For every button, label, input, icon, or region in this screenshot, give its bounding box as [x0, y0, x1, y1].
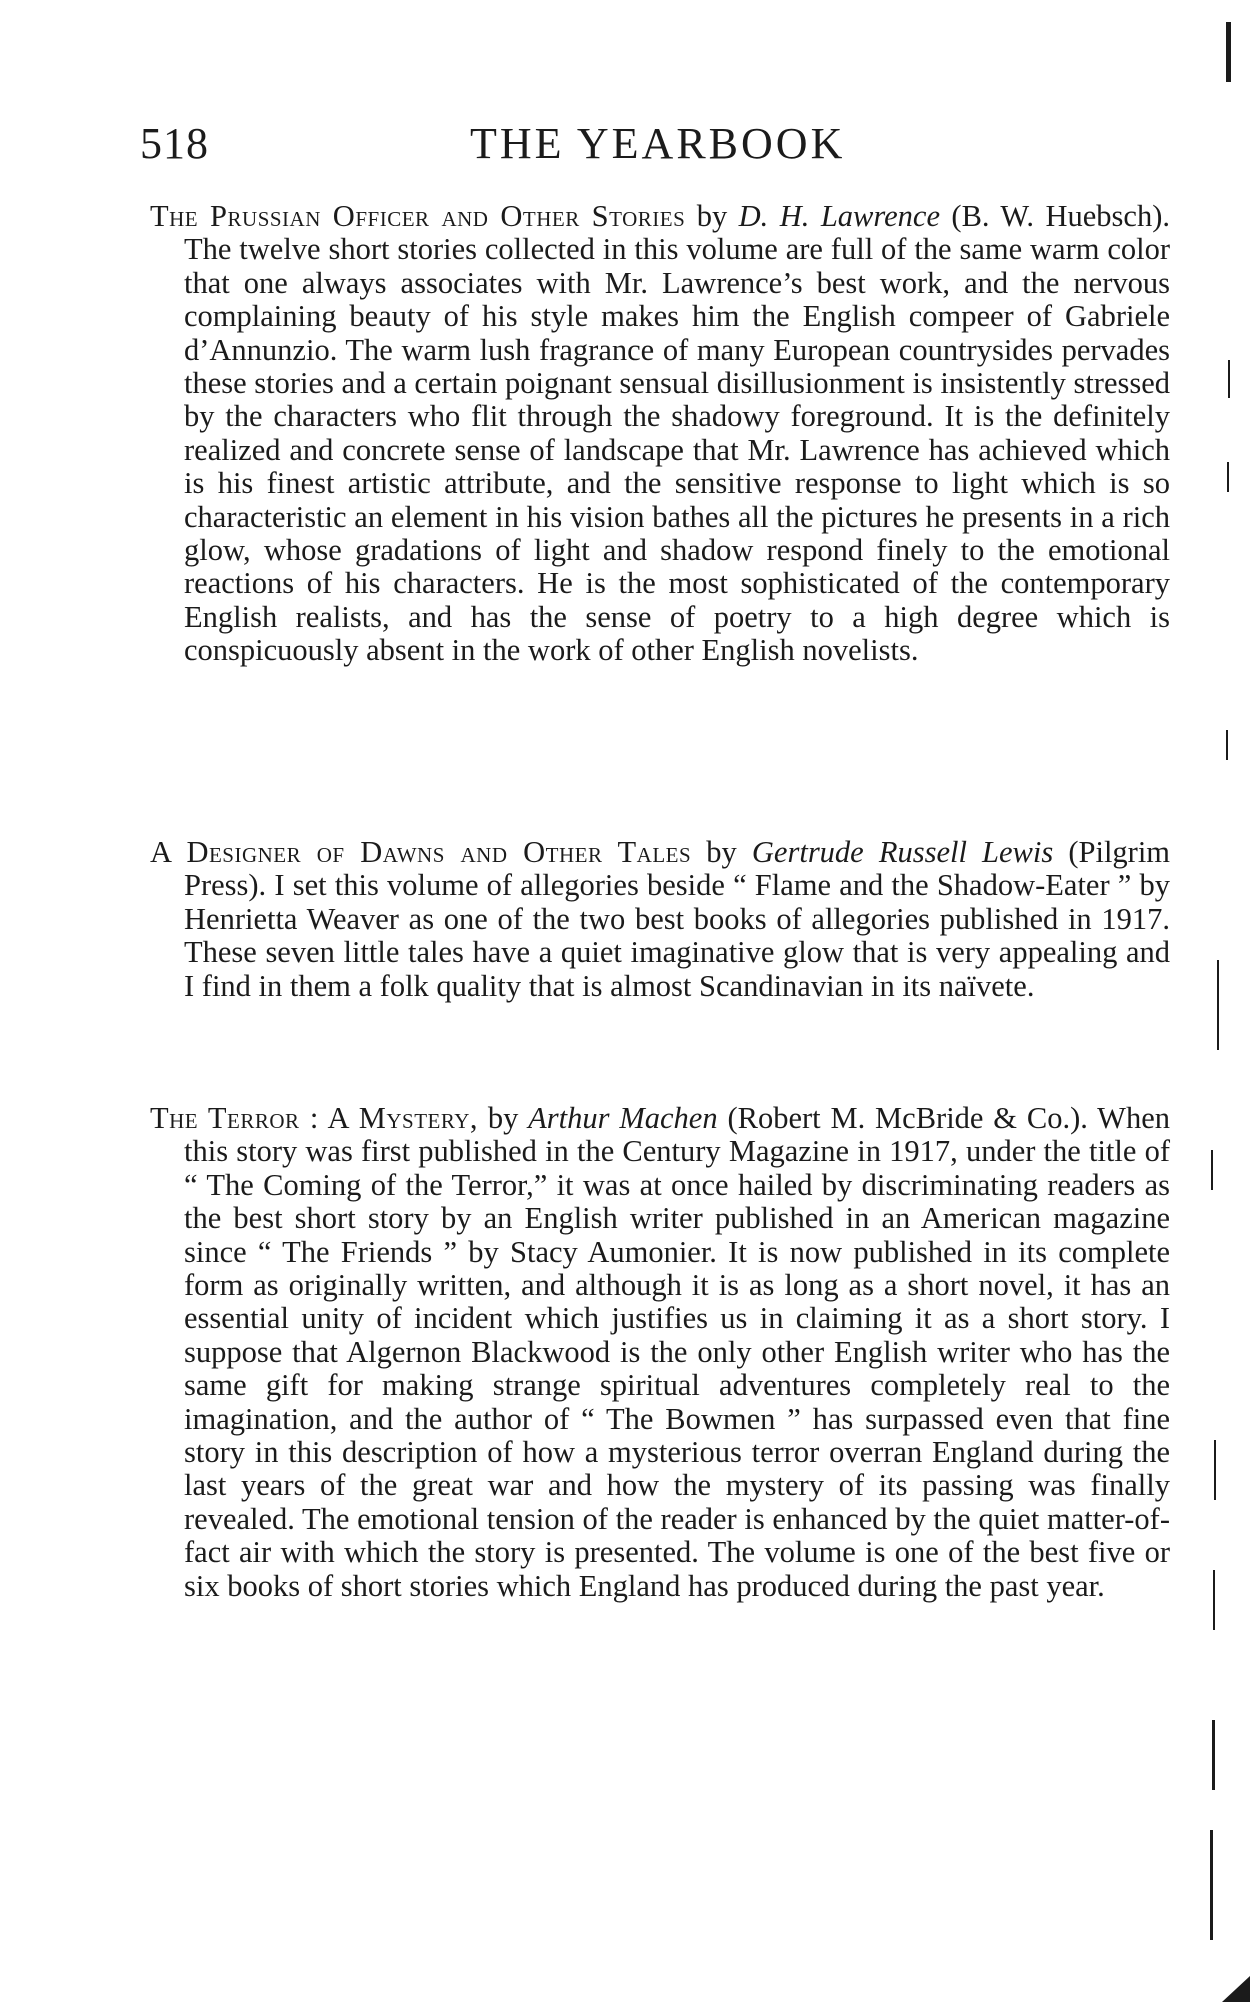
- by-word: by: [696, 199, 728, 233]
- book-author: Arthur Machen: [528, 1101, 718, 1135]
- scan-edge-mark: [1228, 360, 1230, 398]
- book-title: A Designer of Dawns and Other Tales: [150, 835, 692, 869]
- book-publisher: (Pilgrim Press).: [184, 835, 1171, 903]
- scan-edge-mark: [1211, 1150, 1213, 1190]
- scan-edge-mark: [1214, 1440, 1216, 1500]
- scan-edge-mark: [1212, 1720, 1215, 1790]
- review-entry: [150, 1102, 1170, 1603]
- book-title: The Prussian Officer and Other Stories: [150, 199, 686, 233]
- scan-edge-mark: [1226, 22, 1231, 82]
- scan-edge-mark: [1213, 1570, 1215, 1630]
- review-entry: [150, 836, 1170, 1003]
- scan-edge-mark: [1227, 462, 1229, 492]
- running-head-title: THE YEARBOOK: [470, 119, 846, 168]
- book-author: D. H. Lawrence: [738, 199, 940, 233]
- review-entry: [150, 200, 1170, 668]
- review-body: The twelve short stories collected in this volume are full of the same warm color that one always associates with Mr. Lawrence’s best work, and the nervous complaining beauty of his style makes him the English compeer of Gabriele d’Annunzio. The warm lush fragrance of many European countrysides pervades these stories and a certain poignant sensual disillusionment is insistently stressed by the characters who flit through the shadowy foreground. It is the definitely realized and concrete sense of landscape that Mr. Lawrence has achieved which is his finest artistic attribute, and the sensitive response to light which is so characteristic an element in his vision bathes all the pictures he presents in a rich glow, whose gradations of light and shadow respond finely to the emotional reactions of his characters. He is the most sophisticated of the contemporary English realists, and has the sense of poetry to a high degree which is conspicuously absent in the work of other English novelists.: [184, 232, 1171, 668]
- scan-edge-mark: [1217, 960, 1219, 1050]
- by-word: by: [706, 835, 737, 869]
- book-title: The Terror : A Mystery,: [150, 1101, 478, 1135]
- scan-edge-mark: [1210, 1830, 1213, 1940]
- scan-edge-mark: [1226, 730, 1228, 760]
- by-word: by: [487, 1101, 519, 1135]
- book-author: Gertrude Russell Lewis: [751, 835, 1054, 869]
- scan-corner-mark: [1222, 1976, 1250, 2002]
- book-publisher: (B. W. Huebsch).: [951, 199, 1170, 233]
- review-body: When this story was first published in the Century Magazine in 1917, under the title of “ The Coming of the Terror,” it was at once hailed by discriminating readers as the best short story by an English writer published in an American magazine since “ The Friends ” by Stacy Aumonier. It is now published in its complete form as originally written, and although it is as long as a short novel, it has an essential unity of incident which justifies us in claiming it as a short story. I suppose that Algernon Blackwood is the only other English writer who has the same gift for making strange spiritual adventures completely real to the imagination, and the author of “ The Bowmen ” has surpassed even that fine story in this description of how a mysterious terror overran England during the last years of the great war and how the mystery of its passing was finally revealed. The emotional tension of the reader is enhanced by the quiet matter-of-fact air with which the story is presented. The volume is one of the best five or six books of short stories which England has produced during the past year.: [184, 1101, 1170, 1603]
- book-publisher: (Robert M. McBride & Co.).: [727, 1101, 1088, 1135]
- review-body: I set this volume of allegories beside “ Flame and the Shadow-Eater ” by Henrietta Weaver as one of the two best books of allegories published in 1917. These seven little tales have a quiet imaginative glow that is very appealing and I find in them a folk quality that is almost Scandinavian in its naïvete.: [184, 868, 1171, 1003]
- page-number: 518: [140, 119, 209, 168]
